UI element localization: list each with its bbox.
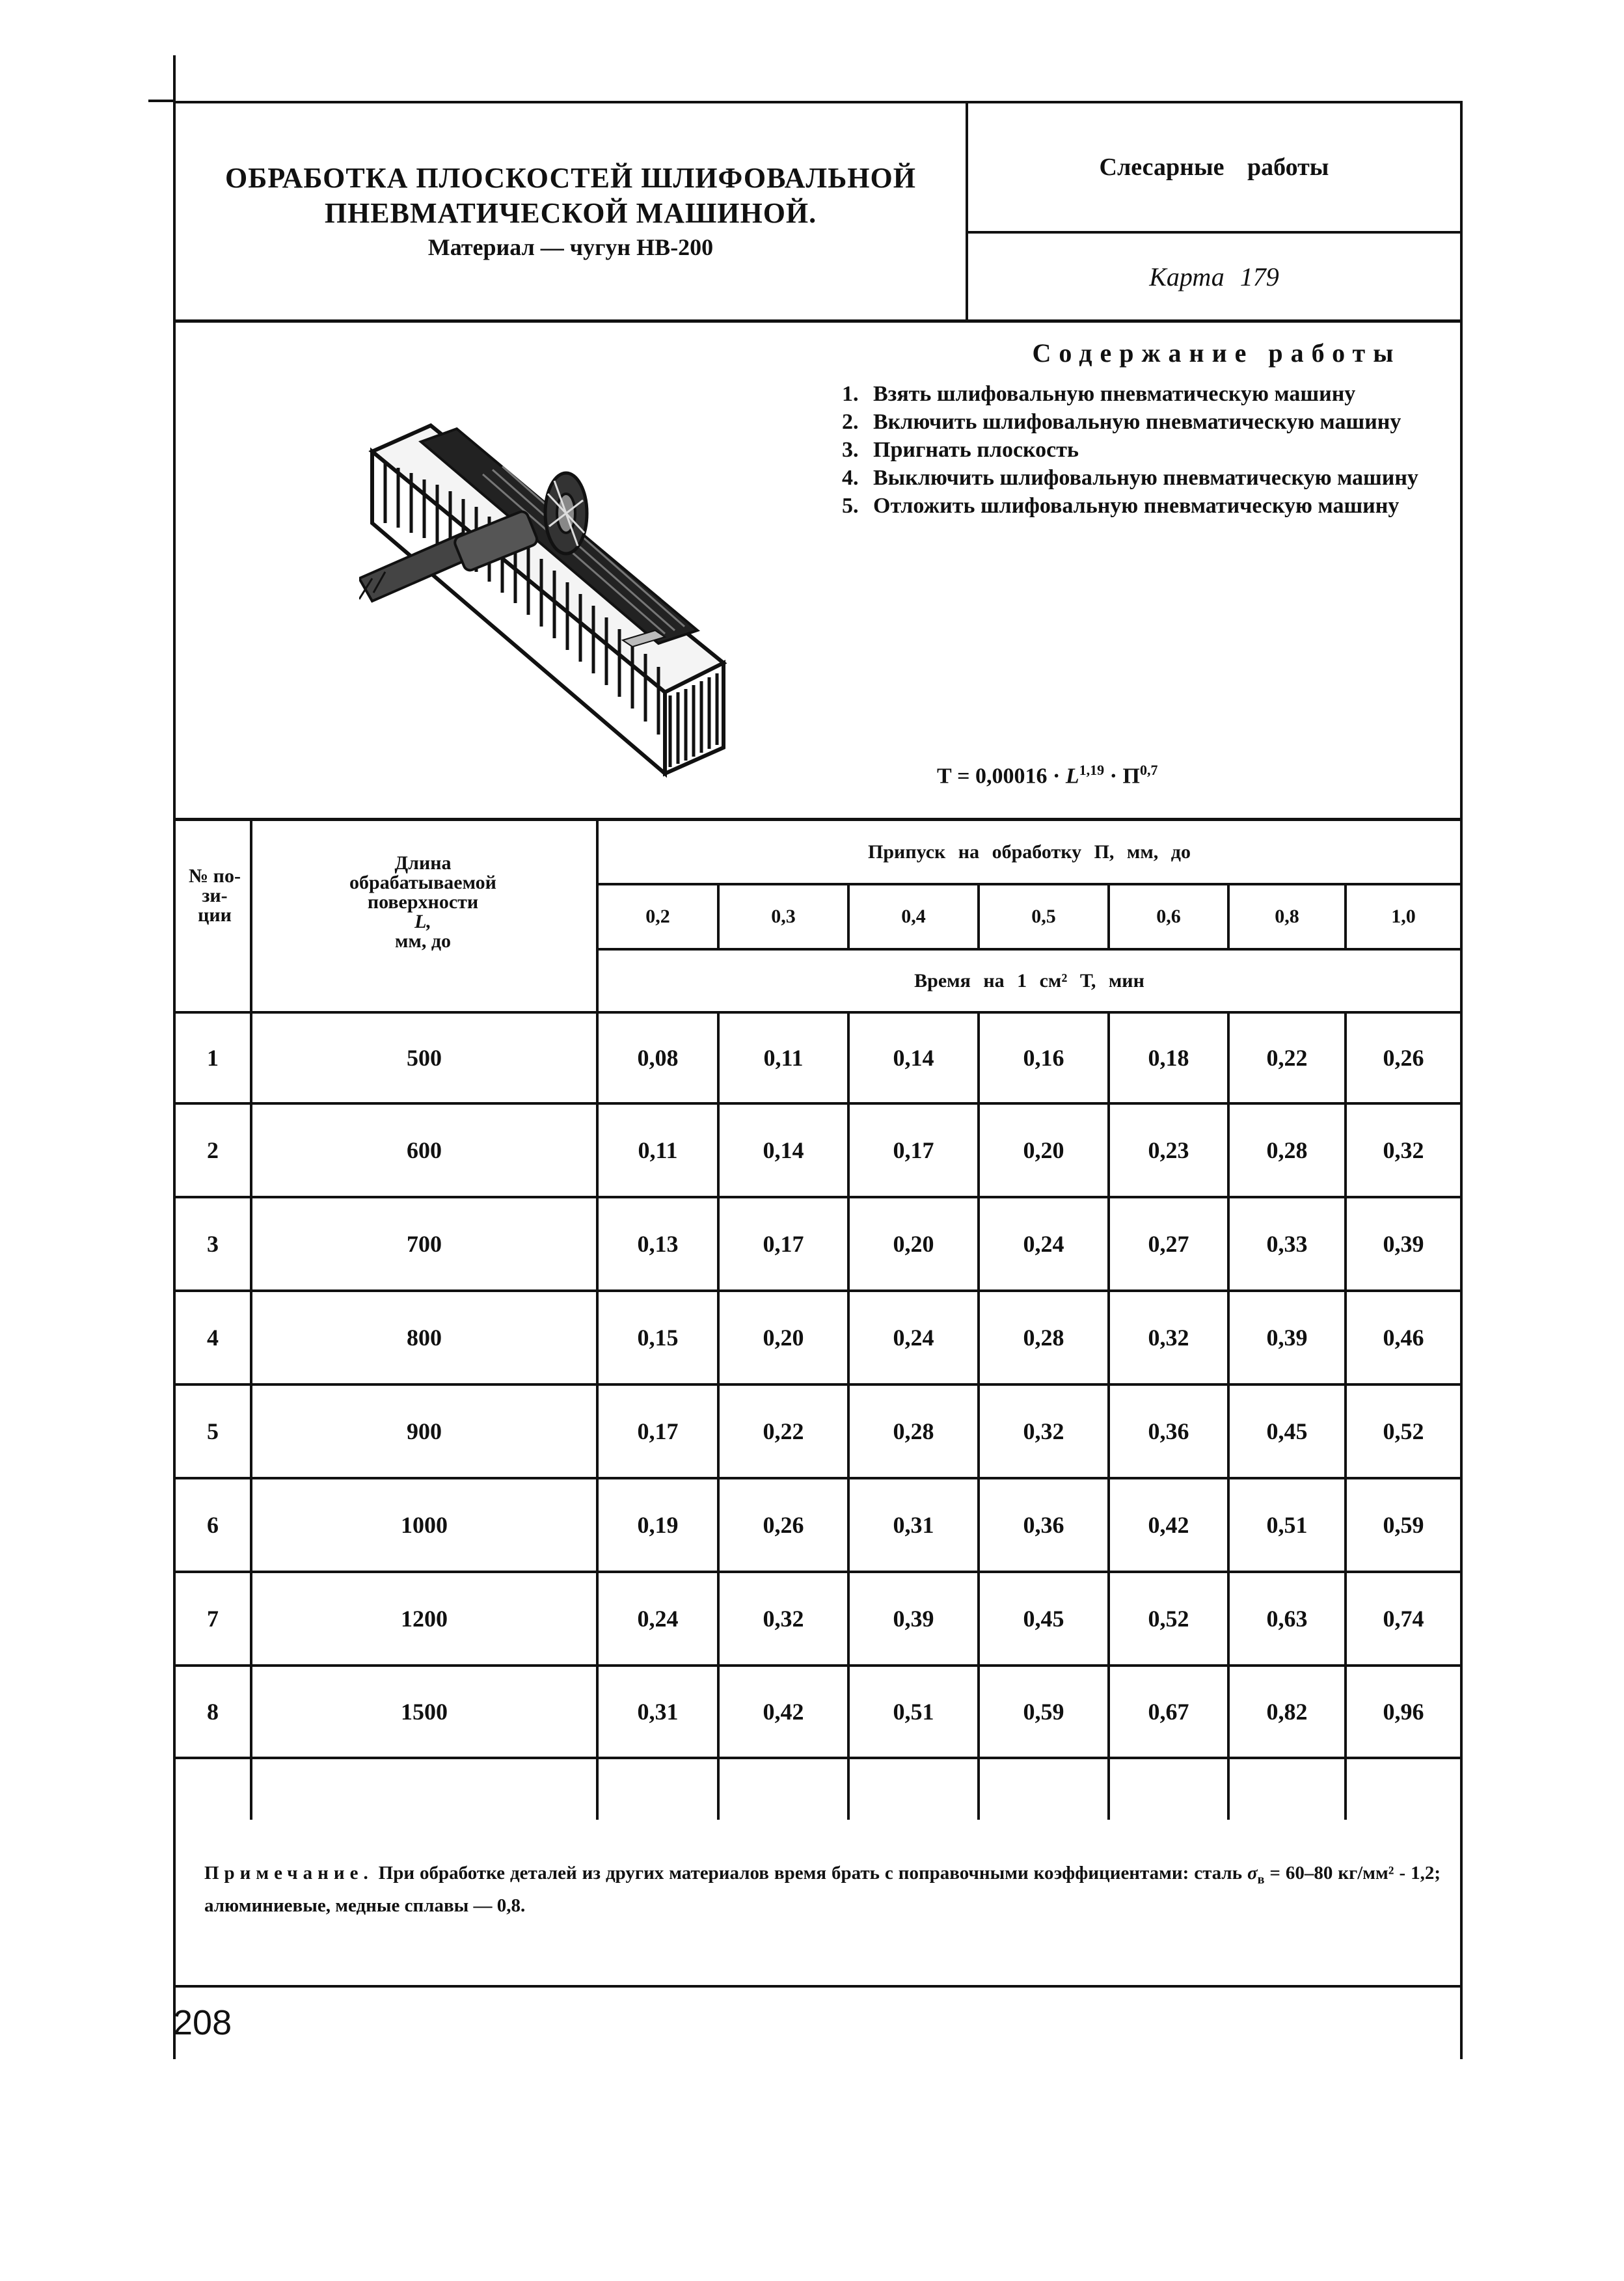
time-value: 0,42 (763, 1699, 804, 1725)
time-value: 0,17 (893, 1137, 934, 1163)
time-value: 0,31 (893, 1512, 934, 1538)
card-number: Карта 179 (1149, 262, 1279, 291)
time-value: 0,23 (1148, 1137, 1189, 1163)
allowance-value: 0,3 (771, 906, 796, 927)
material-label: Материал — чугун НВ-200 (427, 234, 714, 260)
row-position: 1 (207, 1045, 219, 1071)
time-value: 0,59 (1383, 1512, 1424, 1538)
footnote: Примечание. При обработке деталей из других материалов время брать с поправочными коэффициентами: сталь $\sigma_в = 60-80$ кг/мм² - 1,2; алюминиевые, медные сплавы — 0,8. (204, 1863, 1441, 1916)
time-value: 0,27 (1148, 1231, 1189, 1257)
time-value: 0,39 (1266, 1325, 1308, 1351)
time-value: 0,24 (893, 1325, 934, 1351)
time-value: 0,33 (1266, 1231, 1308, 1257)
time-value: 0,28 (1023, 1325, 1064, 1351)
time-value: 0,36 (1148, 1418, 1189, 1444)
top-margin-tick (148, 100, 174, 102)
time-value: 0,26 (763, 1512, 804, 1538)
header-divider (176, 319, 1460, 323)
time-value: 0,19 (637, 1512, 679, 1538)
right-margin-rule (1460, 1978, 1463, 2059)
time-value: 0,32 (1148, 1325, 1189, 1351)
time-value: 0,67 (1148, 1699, 1189, 1725)
time-value: 0,20 (1023, 1137, 1064, 1163)
time-value: 0,74 (1383, 1606, 1424, 1632)
time-value: 0,39 (893, 1606, 934, 1632)
time-value: 0,36 (1023, 1512, 1064, 1538)
work-step: 3. Пригнать плоскость (842, 438, 1079, 462)
work-step: 2. Включить шлифовальную пневматическую машину (842, 410, 1401, 434)
time-value: 0,45 (1266, 1418, 1308, 1444)
workpiece-block (372, 425, 724, 774)
time-value: 0,14 (763, 1137, 804, 1163)
time-value: 0,18 (1148, 1045, 1189, 1071)
time-value: 0,32 (1023, 1418, 1064, 1444)
allowance-value: 0,4 (901, 906, 926, 927)
row-position: 4 (207, 1325, 219, 1351)
time-value: 0,82 (1266, 1699, 1308, 1725)
header-allowance: Припуск на обработку П, мм, до (868, 841, 1191, 863)
allowance-value: 0,2 (645, 906, 670, 927)
title-line-2: ПНЕВМАТИЧЕСКОЙ МАШИНОЙ. (324, 197, 817, 229)
allowance-value: 0,5 (1031, 906, 1056, 927)
row-position: 3 (207, 1231, 219, 1257)
time-value: 0,20 (763, 1325, 804, 1351)
row-length: 1500 (401, 1699, 448, 1725)
time-formula: Т = 0,00016 · L$^{1,19}$ · П$^{0,7}$ (937, 762, 1158, 789)
row-length: 1000 (401, 1512, 448, 1538)
work-step: 4. Выключить шлифовальную пневматическую машину (842, 466, 1418, 490)
time-value: 0,28 (1266, 1137, 1308, 1163)
row-position: 2 (207, 1137, 219, 1163)
table-rule (176, 1757, 1460, 1759)
time-value: 0,31 (637, 1699, 679, 1725)
time-value: 0,24 (1023, 1231, 1064, 1257)
row-length: 900 (407, 1418, 442, 1444)
time-value: 0,63 (1266, 1606, 1308, 1632)
row-position: 6 (207, 1512, 219, 1538)
time-value: 0,14 (893, 1045, 934, 1071)
row-length: 800 (407, 1325, 442, 1351)
time-value: 0,96 (1383, 1699, 1424, 1725)
category-label: Слесарные работы (968, 103, 1460, 234)
time-value: 0,32 (1383, 1137, 1424, 1163)
allowance-value: 0,6 (1156, 906, 1181, 927)
allowance-value: 0,8 (1275, 906, 1299, 927)
norms-table (176, 821, 1460, 1820)
card-frame (173, 101, 1463, 1988)
time-value: 0,22 (763, 1418, 804, 1444)
time-value: 0,46 (1383, 1325, 1424, 1351)
row-position: 7 (207, 1606, 219, 1632)
time-value: 0,52 (1383, 1418, 1424, 1444)
work-content-title: Содержание работы (1032, 338, 1401, 368)
time-value: 0,52 (1148, 1606, 1189, 1632)
header-time-per-cm2: Время на 1 см² Т, мин (914, 969, 1144, 992)
row-length: 500 (407, 1045, 442, 1071)
row-position: 8 (207, 1699, 219, 1725)
time-value: 0,11 (638, 1137, 678, 1163)
time-value: 0,24 (637, 1606, 679, 1632)
title-line-1: ОБРАБОТКА ПЛОСКОСТЕЙ ШЛИФОВАЛЬНОЙ (225, 162, 916, 194)
time-value: 0,42 (1148, 1512, 1189, 1538)
time-value: 0,26 (1383, 1045, 1424, 1071)
time-value: 0,59 (1023, 1699, 1064, 1725)
time-value: 0,17 (637, 1418, 679, 1444)
row-position: 5 (207, 1418, 219, 1444)
row-length: 1200 (401, 1606, 448, 1632)
time-value: 0,08 (637, 1045, 679, 1071)
allowance-value: 1,0 (1391, 906, 1416, 927)
row-length: 600 (407, 1137, 442, 1163)
time-value: 0,45 (1023, 1606, 1064, 1632)
time-value: 0,11 (763, 1045, 804, 1071)
time-value: 0,17 (763, 1231, 804, 1257)
time-value: 0,28 (893, 1418, 934, 1444)
header-title-block (176, 103, 968, 319)
time-value: 0,22 (1266, 1045, 1308, 1071)
time-value: 0,39 (1383, 1231, 1424, 1257)
row-length: 700 (407, 1231, 442, 1257)
time-value: 0,15 (637, 1325, 679, 1351)
work-step: 1. Взять шлифовальную пневматическую машину (842, 382, 1356, 406)
page-number: 208 (173, 2003, 232, 2042)
time-value: 0,32 (763, 1606, 804, 1632)
work-step: 5. Отложить шлифовальную пневматическую машину (842, 494, 1400, 518)
header-surface-length: Длина обрабатываемой поверхности L, мм, до (349, 852, 496, 952)
time-value: 0,16 (1023, 1045, 1064, 1071)
work-steps-list (842, 380, 1441, 520)
header-position-number: № по-зи-ции (189, 865, 241, 926)
time-value: 0,51 (893, 1699, 934, 1725)
time-value: 0,20 (893, 1231, 934, 1257)
time-value: 0,51 (1266, 1512, 1308, 1538)
time-value: 0,13 (637, 1231, 679, 1257)
